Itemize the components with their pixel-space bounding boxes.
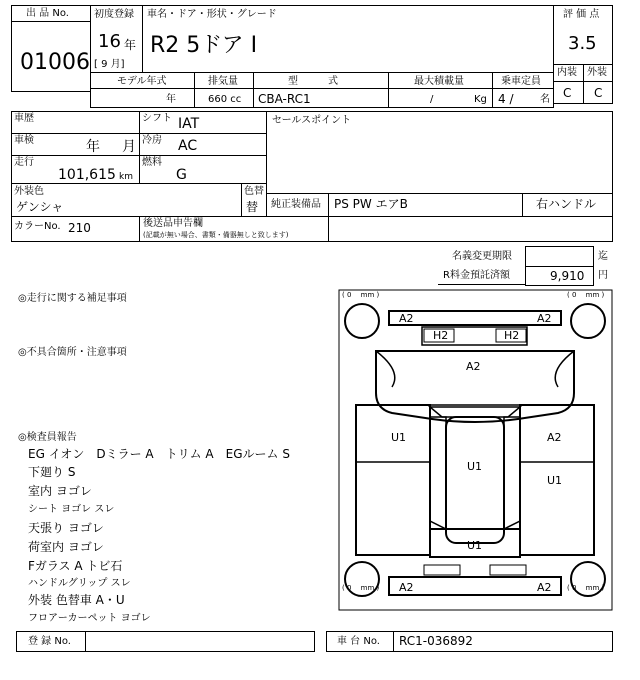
color-value: ゲンシャ (16, 200, 64, 214)
aftermarket-label: 後送品申告欄 (143, 218, 203, 229)
history-label: 車歴 (14, 113, 34, 124)
lot-number: 01006 (20, 50, 90, 75)
name-change-field (525, 246, 594, 267)
interior-grade: C (563, 86, 572, 100)
first-reg-year: 16 (98, 31, 121, 52)
driving-notes-label: ◎走行に関する補足事項 (18, 293, 127, 304)
inspector-line: 室内 ヨゴレ (28, 484, 92, 498)
aftermarket-note: (記載が無い場合、書類・備器無しと致します) (143, 231, 289, 239)
inspector-line: シート ヨゴレ スレ (28, 504, 115, 515)
damage-diagram (338, 289, 613, 611)
mark-rear-bumper-left: A2 (399, 581, 414, 594)
row2-divider (90, 88, 554, 89)
mark-left-front-door: U1 (391, 431, 407, 444)
inspector-line: 外装 色替車 A・U (28, 593, 125, 607)
interior-label: 内装 (557, 67, 577, 78)
mileage-value: 101,615 (58, 167, 116, 183)
chassis-value: RC1-036892 (399, 634, 473, 648)
mark-rear-bumper-right: A2 (537, 581, 552, 594)
inspect-year: 年 (86, 139, 100, 155)
mark-right-rear-door: U1 (547, 474, 563, 487)
defects-label: ◎不具合箇所・注意事項 (18, 347, 127, 358)
mileage-label: 走行 (14, 157, 34, 168)
name-change-unit: 迄 (598, 251, 608, 262)
model-year-label: モデル年式 (117, 76, 167, 87)
inspector-line: ハンドルグリップ スレ (28, 578, 131, 589)
car-outline-svg (338, 289, 613, 611)
inspector-line: 荷室内 ヨゴレ (28, 540, 104, 554)
aftermarket-value-cell (328, 216, 613, 242)
shift-label: シフト (142, 113, 172, 124)
inspector-line: 天張り ヨゴレ (28, 521, 104, 535)
lot-label: 出 品 No. (26, 8, 69, 19)
recycle-value: 9,910 (550, 269, 585, 283)
mileage-unit: km (119, 172, 133, 182)
ac-label: 冷房 (142, 135, 162, 146)
repaint-label: 色替 (244, 186, 264, 197)
recycle-label: R料金預託済額 (443, 270, 510, 281)
disp-label: 排気量 (208, 76, 238, 87)
ac-value: AC (178, 138, 198, 154)
cap-value: 4 / (498, 92, 514, 106)
inspect-month: 月 (122, 139, 136, 155)
color-no-label: カラーNo. (14, 221, 61, 232)
inspector-line: EG イオン Dミラー A トリム A EGルーム S (28, 447, 290, 461)
type-label: 型 式 (288, 76, 338, 87)
tire-rear-left-label: ( 0 mm ) (342, 584, 380, 592)
score-value: 3.5 (568, 33, 597, 54)
disp-value: 660 cc (208, 94, 242, 105)
exterior-label: 外装 (587, 67, 607, 78)
first-reg-month: [ 9 月] (94, 59, 125, 70)
tire-rear-right-label: ( 0 mm ) (567, 584, 605, 592)
first-reg-year-unit: 年 (124, 38, 137, 52)
exterior-grade: C (594, 86, 603, 100)
color-label: 外装色 (14, 186, 44, 197)
inspector-line: フロアーカーペット ヨゴレ (28, 613, 151, 624)
grade-divider (553, 81, 613, 82)
first-reg-label: 初度登録 (94, 9, 134, 20)
steering-value: 右ハンドル (536, 197, 597, 211)
repaint-value: 替 (246, 200, 259, 214)
tire-front-left-label: ( 0 mm ) (342, 291, 380, 299)
mark-headlight-right: H2 (504, 329, 520, 342)
mark-trunk: U1 (467, 539, 483, 552)
name-change-label: 名義変更期限 (452, 251, 512, 262)
equip-value: PS PW エアB (334, 197, 408, 211)
mark-right-front-door: A2 (547, 431, 562, 444)
reg-value-cell (85, 631, 315, 652)
type-value: CBA-RC1 (258, 92, 311, 106)
mark-hood: A2 (466, 360, 481, 373)
fuel-label: 燃料 (142, 157, 162, 168)
inspect-label: 車検 (14, 135, 34, 146)
mark-roof: U1 (467, 460, 483, 473)
shift-value: IAT (178, 116, 200, 132)
equip-label: 純正装備品 (271, 199, 321, 210)
inspector-line: Fガラス A トビ石 (28, 559, 123, 573)
cap-unit: 名 (540, 94, 550, 105)
load-label: 最大積載量 (414, 76, 464, 87)
load-value: / (430, 94, 434, 105)
tire-front-right-label: ( 0 mm ) (567, 291, 605, 299)
chassis-label: 車 台 No. (337, 636, 380, 647)
fuel-value: G (176, 167, 187, 183)
recycle-unit: 円 (598, 270, 608, 281)
load-unit: Kg (474, 94, 487, 105)
inspector-label: ◎検査員報告 (18, 432, 77, 443)
sales-point-label: セールスポイント (272, 115, 352, 126)
mark-front-bumper-left: A2 (399, 312, 414, 325)
inspector-line: 下廻り S (28, 465, 76, 479)
color-no-value: 210 (68, 221, 91, 235)
mark-headlight-left: H2 (433, 329, 449, 342)
model-year-unit: 年 (166, 94, 176, 105)
reg-label: 登 録 No. (28, 636, 71, 647)
cap-label: 乗車定員 (501, 76, 541, 87)
car-name-label: 車名・ドア・形状・グレード (147, 9, 277, 20)
car-name: R2 5ドア I (150, 33, 258, 58)
score-label: 評 価 点 (563, 9, 600, 20)
mark-front-bumper-right: A2 (537, 312, 552, 325)
